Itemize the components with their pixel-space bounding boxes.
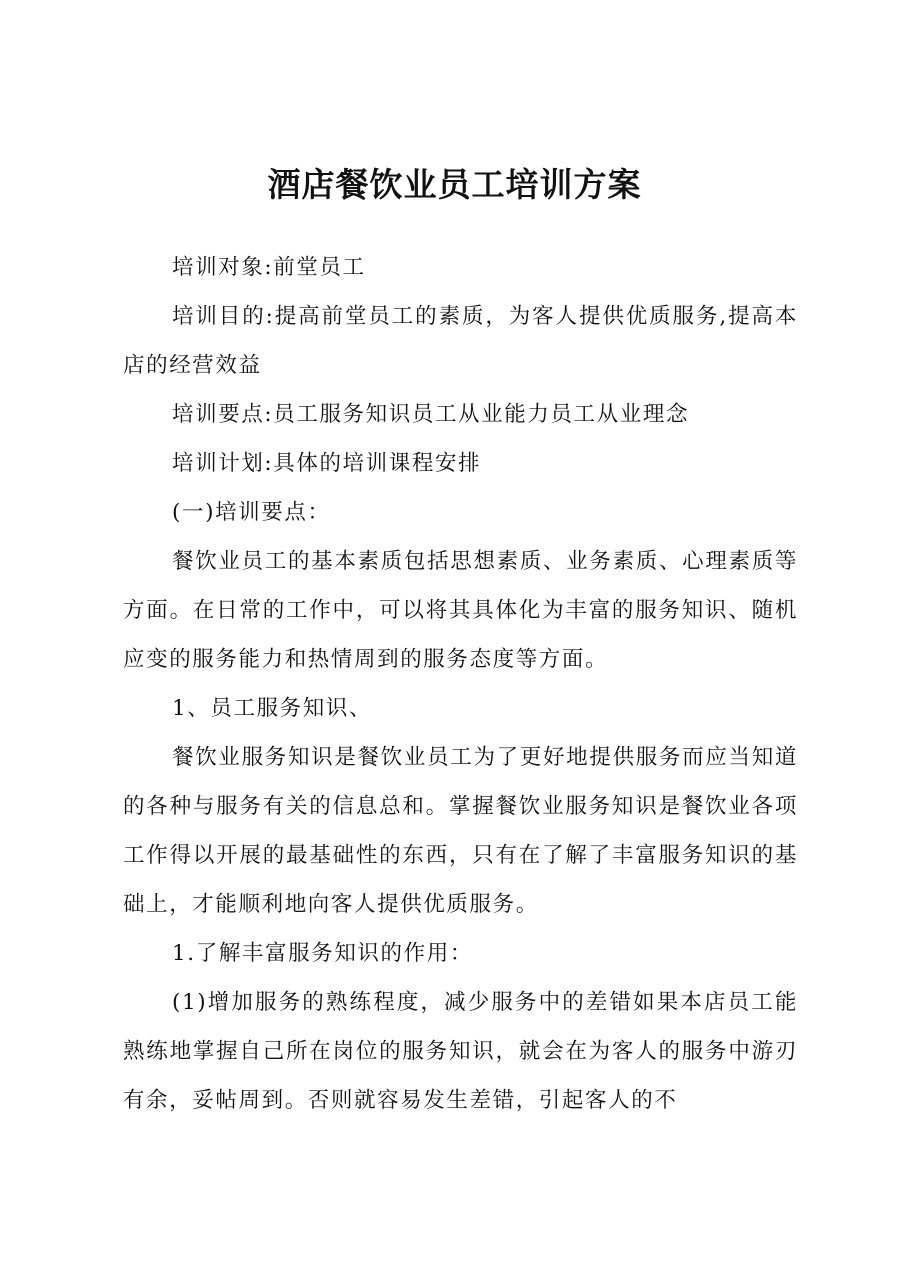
paragraph-training-purpose: 培训目的:提高前堂员工的素质，为客人提供优质服务,提高本店的经营效益: [123, 304, 798, 378]
paragraph-training-points: 培训要点:员工服务知识员工从业能力员工从业理念: [172, 402, 690, 427]
subheading-knowledge-role: 1.了解丰富服务知识的作用：: [172, 941, 473, 966]
paragraph-basic-qualities: 餐饮业员工的基本素质包括思想素质、业务素质、心理素质等方面。在日常的工作中，可以将其具体化为丰富的服务知识、随机应变的服务能力和热情周到的服务态度等方面。: [123, 549, 798, 672]
document-title: 酒店餐饮业员工培训方案: [267, 165, 642, 204]
paragraph-proficiency: (1)增加服务的熟练程度，减少服务中的差错如果本店员工能熟练地掌握自己所在岗位的服务知识，就会在为客人的服务中游刃有余，妥帖周到。否则就容易发生差错，引起客人的不: [123, 990, 798, 1113]
paragraph-training-plan: 培训计划:具体的培训课程安排: [172, 451, 482, 476]
paragraph-training-target: 培训对象:前堂员工: [172, 255, 366, 280]
document-body: [123, 243, 798, 1125]
paragraph-service-knowledge: 餐饮业服务知识是餐饮业员工为了更好地提供服务而应当知道的各种与服务有关的信息总和。掌握餐饮业服务知识是餐饮业各项工作得以开展的最基础性的东西，只有在了解了丰富服务知识的基础上，才能顺利地向客人提供优质服务。: [123, 745, 798, 917]
section-heading-training-points: (一)培训要点：: [172, 500, 331, 525]
subheading-service-knowledge: 1、员工服务知识、: [172, 696, 373, 721]
